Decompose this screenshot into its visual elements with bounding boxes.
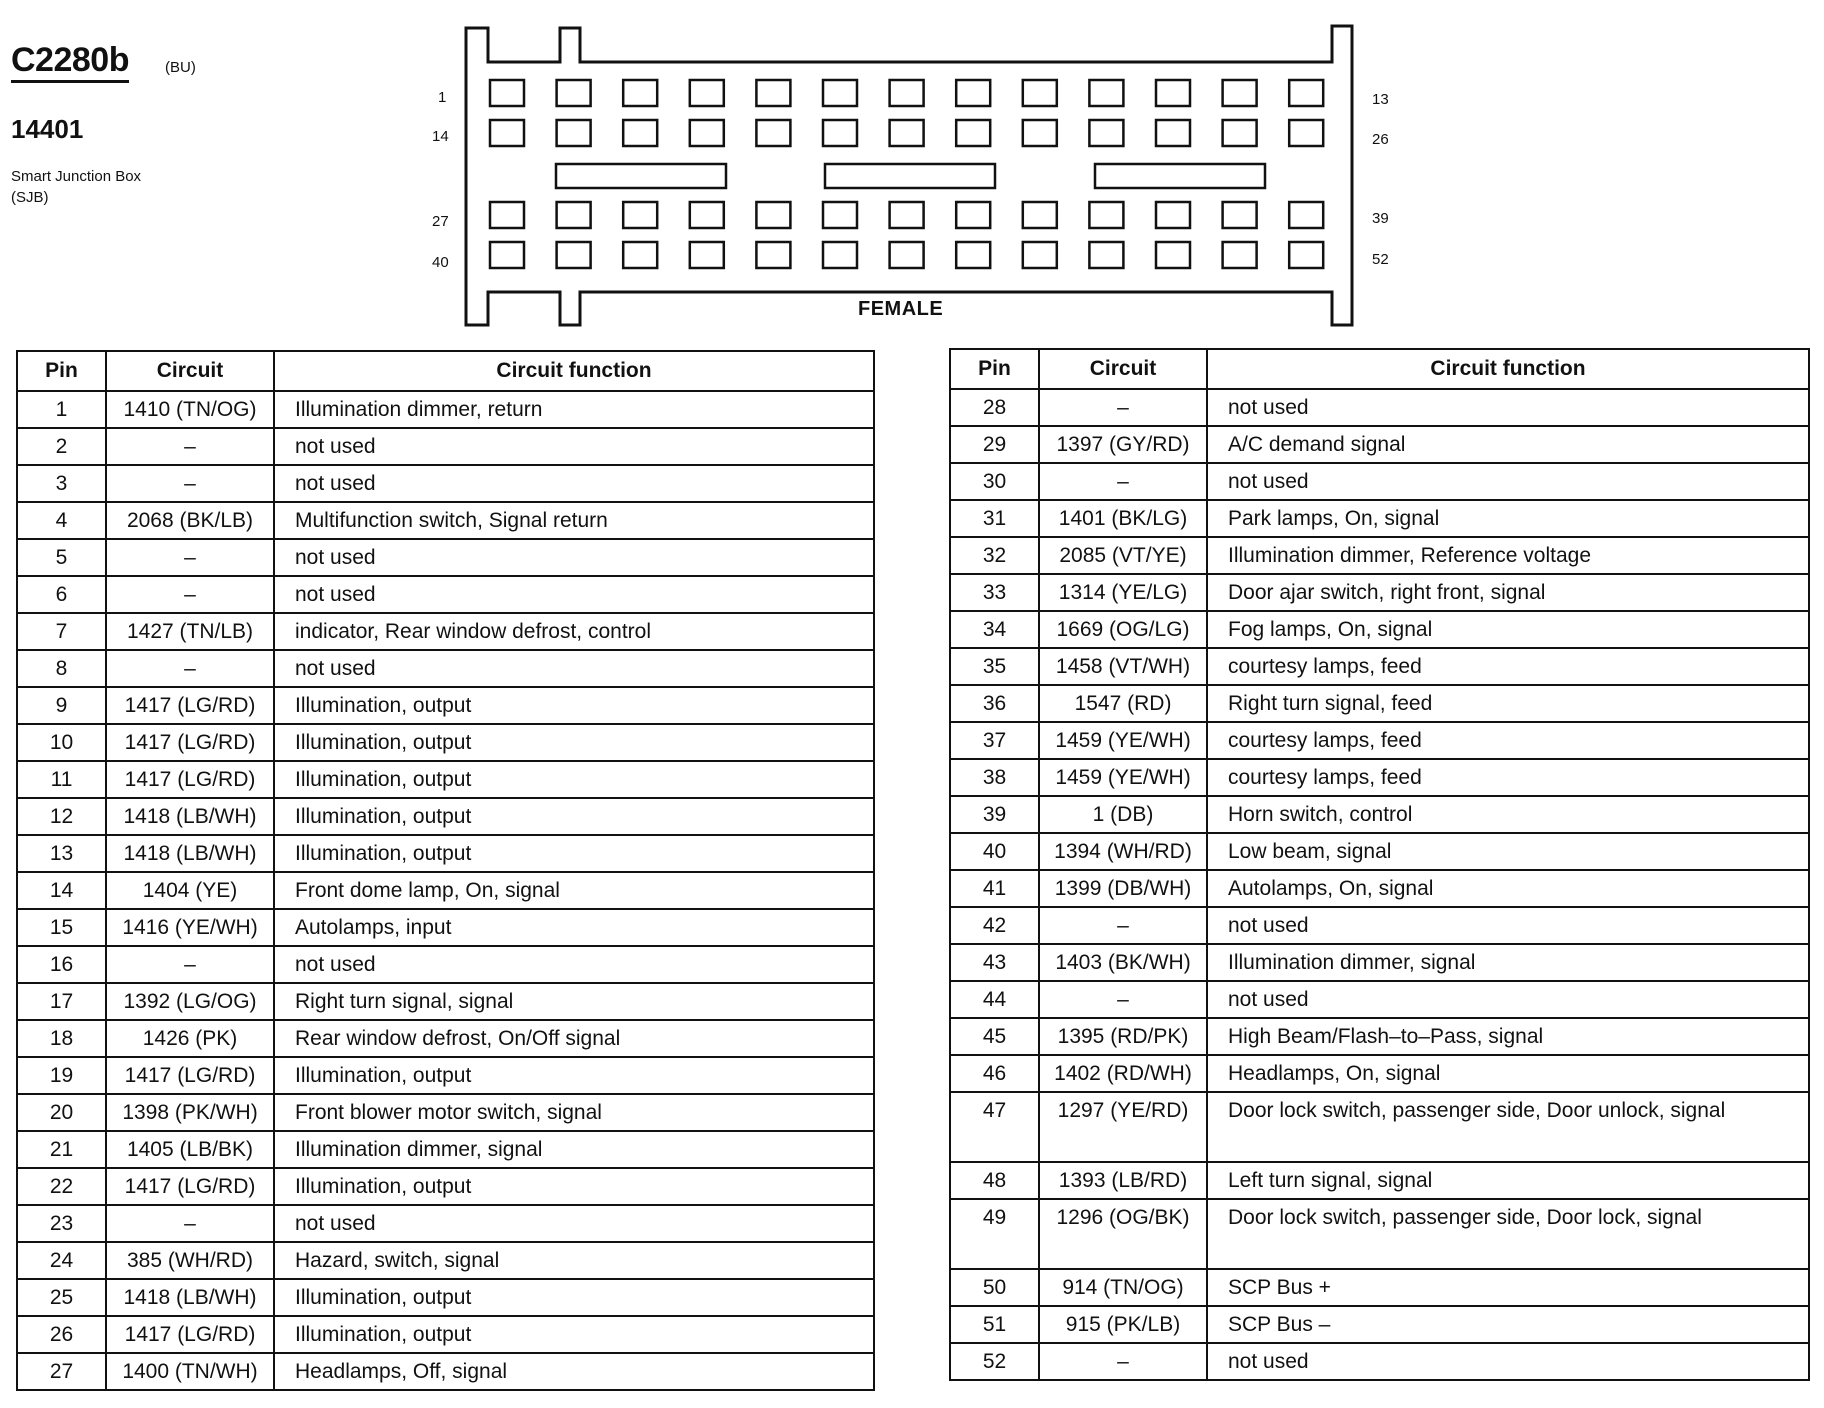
pin-cavity [490,120,524,146]
connector-housing-outline [466,26,1352,325]
circuit-cell: 1547 (RD) [1039,685,1207,722]
function-cell: Illumination, output [274,1168,874,1205]
connector-color: (BU) [165,59,196,76]
circuit-cell: 1426 (PK) [106,1020,274,1057]
table-row [950,1269,1809,1306]
pin-cell: 43 [950,944,1039,981]
pin-cell: 12 [17,798,106,835]
circuit-cell: 2068 (BK/LB) [106,502,274,539]
cavity-grid [490,80,1323,268]
pin-cell: 6 [17,576,106,613]
circuit-cell: 1398 (PK/WH) [106,1094,274,1131]
pin-cell: 42 [950,907,1039,944]
table-row [17,909,874,946]
circuit-cell: 1405 (LB/BK) [106,1131,274,1168]
pin-cell: 41 [950,870,1039,907]
pin-column-header: Pin [17,351,106,391]
table-row [17,576,874,613]
function-cell: courtesy lamps, feed [1207,759,1809,796]
circuit-cell: – [1039,463,1207,500]
pin-cell: 26 [17,1316,106,1353]
circuit-cell: 1417 (LG/RD) [106,1316,274,1353]
table-row [17,1279,874,1316]
circuit-cell: 1296 (OG/BK) [1039,1199,1207,1269]
table-row [17,1205,874,1242]
table-row [17,650,874,687]
pin-cavity [890,242,924,268]
circuit-column-header: Circuit [1039,349,1207,389]
pin-cell: 15 [17,909,106,946]
pin-cavity [490,242,524,268]
circuit-cell: – [1039,1343,1207,1380]
table-row [950,870,1809,907]
pin-label-27: 27 [432,213,449,230]
circuit-cell: 1403 (BK/WH) [1039,944,1207,981]
function-cell: not used [274,539,874,576]
pin-cavity [890,80,924,106]
function-cell: Left turn signal, signal [1207,1162,1809,1199]
pin-cell: 9 [17,687,106,724]
pin-cell: 39 [950,796,1039,833]
table-row [17,983,874,1020]
table-row [950,907,1809,944]
table-row [950,537,1809,574]
pin-cell: 21 [17,1131,106,1168]
pin-cell: 11 [17,761,106,798]
table-row [17,539,874,576]
function-cell: courtesy lamps, feed [1207,722,1809,759]
pin-cell: 36 [950,685,1039,722]
circuit-cell: – [106,428,274,465]
function-cell: Multifunction switch, Signal return [274,502,874,539]
part-number: 14401 [11,114,84,144]
function-cell: not used [1207,981,1809,1018]
keying-slots [556,164,1265,188]
pin-cell: 29 [950,426,1039,463]
table-row [950,1055,1809,1092]
table-row [950,981,1809,1018]
pin-cavity [690,242,724,268]
function-cell: Rear window defrost, On/Off signal [274,1020,874,1057]
table-row [950,574,1809,611]
function-cell: not used [274,1205,874,1242]
function-cell: SCP Bus + [1207,1269,1809,1306]
function-cell: Low beam, signal [1207,833,1809,870]
pin-label-39: 39 [1372,210,1389,227]
pin-cell: 33 [950,574,1039,611]
function-cell: Illumination, output [274,687,874,724]
circuit-cell: 1404 (YE) [106,872,274,909]
pin-cell: 8 [17,650,106,687]
table-row [950,500,1809,537]
pin-label-40: 40 [432,254,449,271]
circuit-cell: 385 (WH/RD) [106,1242,274,1279]
pin-cell: 52 [950,1343,1039,1380]
pin-cavity [623,242,657,268]
function-cell: Illumination, output [274,835,874,872]
pin-cavity [1023,80,1057,106]
table-row [17,1168,874,1205]
function-cell: Illumination, output [274,1279,874,1316]
pin-cell: 5 [17,539,106,576]
circuit-cell: – [106,539,274,576]
circuit-cell: 1417 (LG/RD) [106,1057,274,1094]
circuit-cell: – [106,576,274,613]
function-cell: Autolamps, input [274,909,874,946]
table-row [950,722,1809,759]
pin-cavity [756,242,790,268]
pin-cavity [1289,202,1323,228]
function-cell: Autolamps, On, signal [1207,870,1809,907]
function-cell: Horn switch, control [1207,796,1809,833]
table-row [17,798,874,835]
table-row [17,613,874,650]
pin-cell: 4 [17,502,106,539]
pin-cell: 30 [950,463,1039,500]
pin-cavity [1289,120,1323,146]
table-row [950,463,1809,500]
function-cell: Door lock switch, passenger side, Door unlock, signal [1207,1092,1809,1162]
pin-cavity [756,80,790,106]
pin-cavity [956,242,990,268]
pin-cavity [1023,242,1057,268]
pin-cell: 14 [17,872,106,909]
pin-label-52: 52 [1372,251,1389,268]
function-cell: not used [274,650,874,687]
function-cell: not used [1207,389,1809,426]
description-line-2: (SJB) [11,189,49,206]
circuit-cell: 1417 (LG/RD) [106,724,274,761]
table-row [950,1306,1809,1343]
pin-label-1: 1 [438,89,447,106]
circuit-cell: – [106,650,274,687]
pinout-table-left [16,350,875,1391]
circuit-cell: 1 (DB) [1039,796,1207,833]
table-row [17,687,874,724]
pin-cell: 32 [950,537,1039,574]
pin-cavity [890,120,924,146]
table-row [17,724,874,761]
pin-cell: 46 [950,1055,1039,1092]
circuit-cell: – [1039,907,1207,944]
circuit-cell: 1418 (LB/WH) [106,835,274,872]
pin-cell: 50 [950,1269,1039,1306]
circuit-cell: 1395 (RD/PK) [1039,1018,1207,1055]
pin-cell: 27 [17,1353,106,1390]
circuit-cell: – [1039,981,1207,1018]
circuit-cell: 915 (PK/LB) [1039,1306,1207,1343]
pin-cavity [1156,202,1190,228]
table-row [950,648,1809,685]
circuit-cell: 1297 (YE/RD) [1039,1092,1207,1162]
pin-cavity [823,202,857,228]
keying-slot [556,164,726,188]
table-row [950,944,1809,981]
pin-cavity [823,80,857,106]
pin-cavity [956,80,990,106]
table-row [950,1018,1809,1055]
table-row [950,1343,1809,1380]
pin-label-13: 13 [1372,91,1389,108]
pin-cavity [557,242,591,268]
pin-cell: 19 [17,1057,106,1094]
circuit-cell: 1418 (LB/WH) [106,1279,274,1316]
function-cell: Illumination dimmer, signal [274,1131,874,1168]
pin-cavity [690,202,724,228]
function-cell: High Beam/Flash–to–Pass, signal [1207,1018,1809,1055]
pin-cell: 47 [950,1092,1039,1162]
pin-cell: 51 [950,1306,1039,1343]
function-cell: Hazard, switch, signal [274,1242,874,1279]
function-cell: Illumination dimmer, Reference voltage [1207,537,1809,574]
function-cell: Headlamps, Off, signal [274,1353,874,1390]
pin-cell: 38 [950,759,1039,796]
pin-label-26: 26 [1372,131,1389,148]
pin-cavity [490,202,524,228]
circuit-cell: 1427 (TN/LB) [106,613,274,650]
table-row [17,1131,874,1168]
pinout-table-right [949,348,1810,1381]
pin-cell: 18 [17,1020,106,1057]
circuit-cell: – [1039,389,1207,426]
pin-cavity [1289,242,1323,268]
table-row [17,502,874,539]
circuit-cell: 1416 (YE/WH) [106,909,274,946]
pin-cell: 35 [950,648,1039,685]
pin-cavity [823,242,857,268]
gender-label: FEMALE [858,298,944,320]
circuit-cell: 1400 (TN/WH) [106,1353,274,1390]
pin-cell: 28 [950,389,1039,426]
pin-cell: 34 [950,611,1039,648]
pin-cavity [1223,120,1257,146]
table-row [17,1316,874,1353]
pin-cell: 31 [950,500,1039,537]
connector-face-diagram [0,0,1824,340]
function-cell: not used [274,428,874,465]
keying-slot [825,164,995,188]
table-row [17,835,874,872]
pin-cell: 23 [17,1205,106,1242]
pin-cell: 25 [17,1279,106,1316]
circuit-cell: 1458 (VT/WH) [1039,648,1207,685]
table-row [950,611,1809,648]
pin-cell: 2 [17,428,106,465]
description-line-1: Smart Junction Box [11,168,142,185]
keying-slot [1095,164,1265,188]
table-row [950,796,1809,833]
function-cell: not used [274,465,874,502]
pin-cavity [557,202,591,228]
table-row [950,1199,1809,1269]
circuit-cell: – [106,1205,274,1242]
function-cell: A/C demand signal [1207,426,1809,463]
pin-cell: 37 [950,722,1039,759]
table-row [950,1162,1809,1199]
circuit-cell: 1459 (YE/WH) [1039,722,1207,759]
pin-cell: 16 [17,946,106,983]
circuit-cell: 1410 (TN/OG) [106,391,274,428]
function-cell: not used [274,576,874,613]
pin-cavity [1156,80,1190,106]
table-row [950,426,1809,463]
circuit-cell: 1418 (LB/WH) [106,798,274,835]
pin-cavity [1289,80,1323,106]
pin-cell: 49 [950,1199,1039,1269]
function-cell: not used [1207,1343,1809,1380]
pin-cell: 44 [950,981,1039,1018]
pin-cell: 7 [17,613,106,650]
function-cell: not used [1207,907,1809,944]
circuit-cell: – [106,465,274,502]
pin-cavity [1223,242,1257,268]
table-row [17,391,874,428]
pin-cell: 3 [17,465,106,502]
pin-cavity [756,120,790,146]
pin-cavity [623,120,657,146]
pin-cavity [1089,242,1123,268]
function-cell: Front blower motor switch, signal [274,1094,874,1131]
pin-cell: 17 [17,983,106,1020]
function-cell: Door ajar switch, right front, signal [1207,574,1809,611]
pin-cavity [1089,80,1123,106]
table-row [950,389,1809,426]
pin-cavity [1023,202,1057,228]
function-cell: not used [1207,463,1809,500]
pinout-rows-right [950,389,1809,1380]
pin-cavity [690,80,724,106]
table-header-row [17,351,874,391]
circuit-cell: 1399 (DB/WH) [1039,870,1207,907]
function-cell: Park lamps, On, signal [1207,500,1809,537]
pin-cavity [890,202,924,228]
table-row [950,685,1809,722]
function-cell: Illumination, output [274,1057,874,1094]
circuit-cell: 1417 (LG/RD) [106,1168,274,1205]
circuit-cell: 1392 (LG/OG) [106,983,274,1020]
pin-cavity [1223,80,1257,106]
pin-label-14: 14 [432,128,449,145]
circuit-cell: 1402 (RD/WH) [1039,1055,1207,1092]
table-header-row [950,349,1809,389]
function-cell: indicator, Rear window defrost, control [274,613,874,650]
table-row [17,465,874,502]
pin-cavity [756,202,790,228]
circuit-cell: 1314 (YE/LG) [1039,574,1207,611]
circuit-cell: 2085 (VT/YE) [1039,537,1207,574]
pin-cavity [1089,202,1123,228]
pin-cavity [1023,120,1057,146]
table-row [17,1020,874,1057]
function-cell: Headlamps, On, signal [1207,1055,1809,1092]
pin-cell: 10 [17,724,106,761]
circuit-cell: 914 (TN/OG) [1039,1269,1207,1306]
function-cell: Illumination, output [274,761,874,798]
table-row [17,946,874,983]
table-row [17,1094,874,1131]
function-cell: Illumination dimmer, signal [1207,944,1809,981]
table-row [950,833,1809,870]
pin-cell: 20 [17,1094,106,1131]
pin-cavity [690,120,724,146]
pin-cell: 1 [17,391,106,428]
circuit-cell: 1393 (LB/RD) [1039,1162,1207,1199]
pin-cavity [956,120,990,146]
pin-cavity [956,202,990,228]
table-row [950,759,1809,796]
table-row [17,1353,874,1390]
function-cell: courtesy lamps, feed [1207,648,1809,685]
pin-cavity [490,80,524,106]
pin-cell: 24 [17,1242,106,1279]
function-cell: Front dome lamp, On, signal [274,872,874,909]
function-cell: Fog lamps, On, signal [1207,611,1809,648]
function-cell: Illumination dimmer, return [274,391,874,428]
function-cell: Right turn signal, feed [1207,685,1809,722]
function-cell: Illumination, output [274,1316,874,1353]
circuit-cell: 1669 (OG/LG) [1039,611,1207,648]
pin-cavity [557,80,591,106]
pin-cavity [1156,120,1190,146]
circuit-cell: 1459 (YE/WH) [1039,759,1207,796]
function-cell: not used [274,946,874,983]
pin-cell: 45 [950,1018,1039,1055]
circuit-column-header: Circuit [106,351,274,391]
circuit-cell: 1394 (WH/RD) [1039,833,1207,870]
circuit-cell: 1401 (BK/LG) [1039,500,1207,537]
circuit-cell: – [106,946,274,983]
pin-cavity [623,80,657,106]
pin-cell: 13 [17,835,106,872]
function-cell: Illumination, output [274,798,874,835]
pin-cell: 48 [950,1162,1039,1199]
function-cell: Right turn signal, signal [274,983,874,1020]
pin-cavity [1223,202,1257,228]
table-row [17,1057,874,1094]
pin-cell: 22 [17,1168,106,1205]
pin-cavity [1156,242,1190,268]
table-row [950,1092,1809,1162]
function-cell: Illumination, output [274,724,874,761]
pin-cavity [823,120,857,146]
pin-column-header: Pin [950,349,1039,389]
function-cell: SCP Bus – [1207,1306,1809,1343]
table-row [17,872,874,909]
pinout-rows-left [17,391,874,1390]
circuit-cell: 1417 (LG/RD) [106,687,274,724]
circuit-cell: 1417 (LG/RD) [106,761,274,798]
function-column-header: Circuit function [274,351,874,391]
function-cell: Door lock switch, passenger side, Door lock, signal [1207,1199,1809,1269]
table-row [17,761,874,798]
table-row [17,428,874,465]
pin-cell: 40 [950,833,1039,870]
connector-id: C2280b [11,42,129,83]
circuit-cell: 1397 (GY/RD) [1039,426,1207,463]
pin-cavity [1089,120,1123,146]
function-column-header: Circuit function [1207,349,1809,389]
pin-cavity [623,202,657,228]
pin-cavity [557,120,591,146]
table-row [17,1242,874,1279]
